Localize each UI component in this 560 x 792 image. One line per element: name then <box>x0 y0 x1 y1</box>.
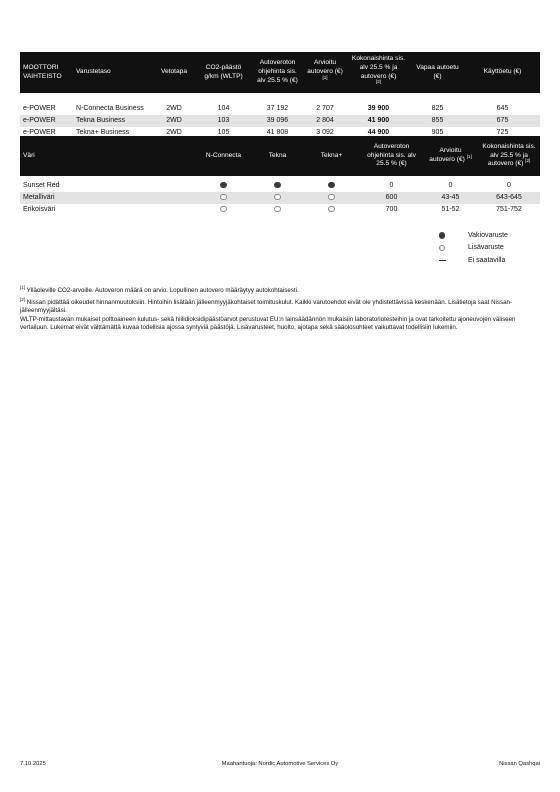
cell-availability <box>252 180 303 192</box>
footer-model: Nissan Qashqai <box>499 761 540 767</box>
table-row <box>20 103 540 115</box>
header-drive: Vetotapa <box>153 52 195 93</box>
header-n-connecta: N-Connecta <box>195 136 252 176</box>
cell-tax: 2 804 <box>303 115 347 127</box>
footnote-2-text: Nissan pidättää oikeudet hinnanmuutoksiin. Hintoihin lisätään jälleenmyyjäkohtaiset toimituskulut. Kaikki varutoehdot eivät ole yhdistettävissä keskenään. Lisätietoja saat Nissan-jälleenmyyjältäsi. <box>20 298 513 315</box>
dash-icon <box>439 260 446 261</box>
cell-total: 41 900 <box>347 115 410 127</box>
header-color: Väri <box>20 136 195 176</box>
availability-icon <box>328 182 335 189</box>
empty-circle-icon <box>439 245 446 252</box>
cell-tax: 0 <box>448 182 453 189</box>
table-row <box>20 180 540 192</box>
footnote-1-mark: [1] <box>20 284 26 290</box>
footnote-ref-1: [1] <box>322 74 328 80</box>
header-free-benefit: Vapaa autoetu (€) <box>410 52 465 93</box>
cell-tax: 43-45 <box>423 192 478 204</box>
cell-usage-benefit: 725 <box>496 129 509 136</box>
color-table <box>20 136 540 216</box>
footnote-ref-2: [2] <box>525 158 531 164</box>
cell-availability <box>252 192 303 204</box>
cell-price: 41 808 <box>266 129 289 136</box>
cell-total: 39 900 <box>367 105 390 112</box>
cell-total: 0 <box>507 182 511 189</box>
availability-icon <box>328 206 335 213</box>
cell-trim: Tekna Business <box>73 115 153 127</box>
cell-usage-benefit: 675 <box>465 115 540 127</box>
color-table-header <box>20 136 540 176</box>
cell-usage-benefit: 645 <box>496 105 509 112</box>
price-table-header <box>20 52 540 93</box>
spacer-row <box>20 93 540 103</box>
cell-drive: 2WD <box>166 129 182 136</box>
header-color-total-label: Kokonaishinta sis. alv 25.5 % ja autovero (€) <box>482 142 536 168</box>
footnote-1 <box>20 284 540 296</box>
cell-tax: 2 707 <box>316 105 334 112</box>
header-color-total <box>478 136 540 176</box>
footnote-2-mark: [2] <box>20 296 26 302</box>
header-tekna: Tekna <box>252 136 303 176</box>
header-car-tax <box>303 52 347 93</box>
header-color-price: Autoveroton ohjehinta sis. alv 25.5 % (€) <box>360 136 423 176</box>
availability-icon <box>220 194 227 201</box>
cell-price: 37 192 <box>266 105 289 112</box>
cell-total: 44 900 <box>367 129 390 136</box>
availability-icon <box>220 206 227 213</box>
availability-icon <box>274 194 281 201</box>
cell-tax: 3 092 <box>316 129 334 136</box>
cell-availability <box>303 192 360 204</box>
cell-price: 600 <box>360 192 423 204</box>
filled-circle-icon <box>439 232 446 239</box>
legend-optional <box>436 242 508 255</box>
cell-availability <box>195 180 252 192</box>
cell-trim: N-Connecta Business <box>76 105 144 112</box>
header-price: Autoveroton ohjehinta sis. alv 25.5 % (€) <box>252 52 303 93</box>
cell-price: 700 <box>385 206 398 213</box>
footnote-wltp: WLTP-mittaustavan mukaiset polttoaineen kulutus- sekä hiilidioksidipäästöarvot perustuvat EU:n lainsäädännön mukaisiin laboratoriotesteihin ja ovat tarkoitettu ajoneuvojen väliseen vertailuun. Lukemat eivät välttämättä kuvaa todellisia ajossa syntyviä päästöjä. Lisävarusteet, huolto, ajotapa sekä sääolosuhteet vaikuttavat todellisiin lukemiin. <box>20 315 516 332</box>
header-engine: MOOTTORI VAIHTEISTO <box>20 52 73 93</box>
cell-co2: 104 <box>217 105 230 112</box>
legend-standard <box>436 229 508 242</box>
cell-color-name: Sunset Red <box>23 182 60 189</box>
footnote-ref-2: [2] <box>375 79 381 85</box>
cell-engine: e-POWER <box>20 115 73 127</box>
cell-availability <box>195 192 252 204</box>
cell-price: 0 <box>389 182 394 189</box>
footnote-1-text: Ylläoleville CO2-arvoille. Autoveron määrä on arvio. Lopullinen autovero määräytyy autokohtaisesti. <box>26 287 299 294</box>
availability-icon <box>274 182 281 189</box>
header-total <box>347 52 410 93</box>
cell-tax: 51-52 <box>441 206 460 213</box>
header-color-tax <box>423 136 478 176</box>
footnotes <box>20 284 540 336</box>
footnote-ref-1: [1] <box>466 153 472 159</box>
table-row <box>20 115 540 127</box>
footer-date: 7.10.2025 <box>20 761 46 767</box>
cell-engine: e-POWER <box>23 105 56 112</box>
table-row <box>20 204 540 216</box>
cell-trim: Tekna+ Business <box>76 129 130 136</box>
cell-total: 643-645 <box>478 192 540 204</box>
cell-free-benefit: 855 <box>410 115 465 127</box>
cell-co2: 105 <box>217 129 230 136</box>
legend-unavailable-label: Ei saatavilla <box>468 256 506 264</box>
header-trim: Varustetaso <box>73 52 153 93</box>
header-car-tax-label: Arvioitu autovero (€) <box>307 59 343 76</box>
availability-icon <box>220 182 227 189</box>
table-row <box>20 192 540 204</box>
cell-drive: 2WD <box>153 115 195 127</box>
footer-importer: Maahantuoja: Nordic Automotive Services Oy <box>221 761 339 767</box>
legend-standard-label: Vakiovaruste <box>468 231 508 239</box>
cell-availability <box>303 180 360 192</box>
header-usage-benefit: Käyttöetu (€) <box>465 52 540 93</box>
cell-drive: 2WD <box>166 105 182 112</box>
cell-total: 751-752 <box>496 206 522 213</box>
header-total-label: Kokonaishinta sis. alv 25.5 % ja autovero (€) <box>351 54 406 80</box>
cell-availability <box>303 204 360 216</box>
price-table <box>20 52 540 139</box>
header-color-tax-label: Arvioitu autovero (€) <box>429 147 465 163</box>
header-co2: CO2-päästö g/km (WLTP) <box>195 52 252 93</box>
cell-free-benefit: 905 <box>431 129 444 136</box>
availability-icon <box>274 206 281 213</box>
cell-price: 39 096 <box>252 115 303 127</box>
header-tekna-plus: Tekna+ <box>303 136 360 176</box>
cell-color-name: Erikoisväri <box>23 206 56 213</box>
cell-availability <box>252 204 303 216</box>
legend-optional-label: Lisävaruste <box>468 244 504 252</box>
footnote-2 <box>20 296 540 316</box>
cell-co2: 103 <box>195 115 252 127</box>
legend <box>436 229 508 267</box>
availability-icon <box>328 194 335 201</box>
cell-free-benefit: 825 <box>431 105 444 112</box>
cell-color-name: Metalliväri <box>20 192 195 204</box>
cell-engine: e-POWER <box>23 129 56 136</box>
legend-unavailable <box>436 254 508 267</box>
cell-availability <box>195 204 252 216</box>
